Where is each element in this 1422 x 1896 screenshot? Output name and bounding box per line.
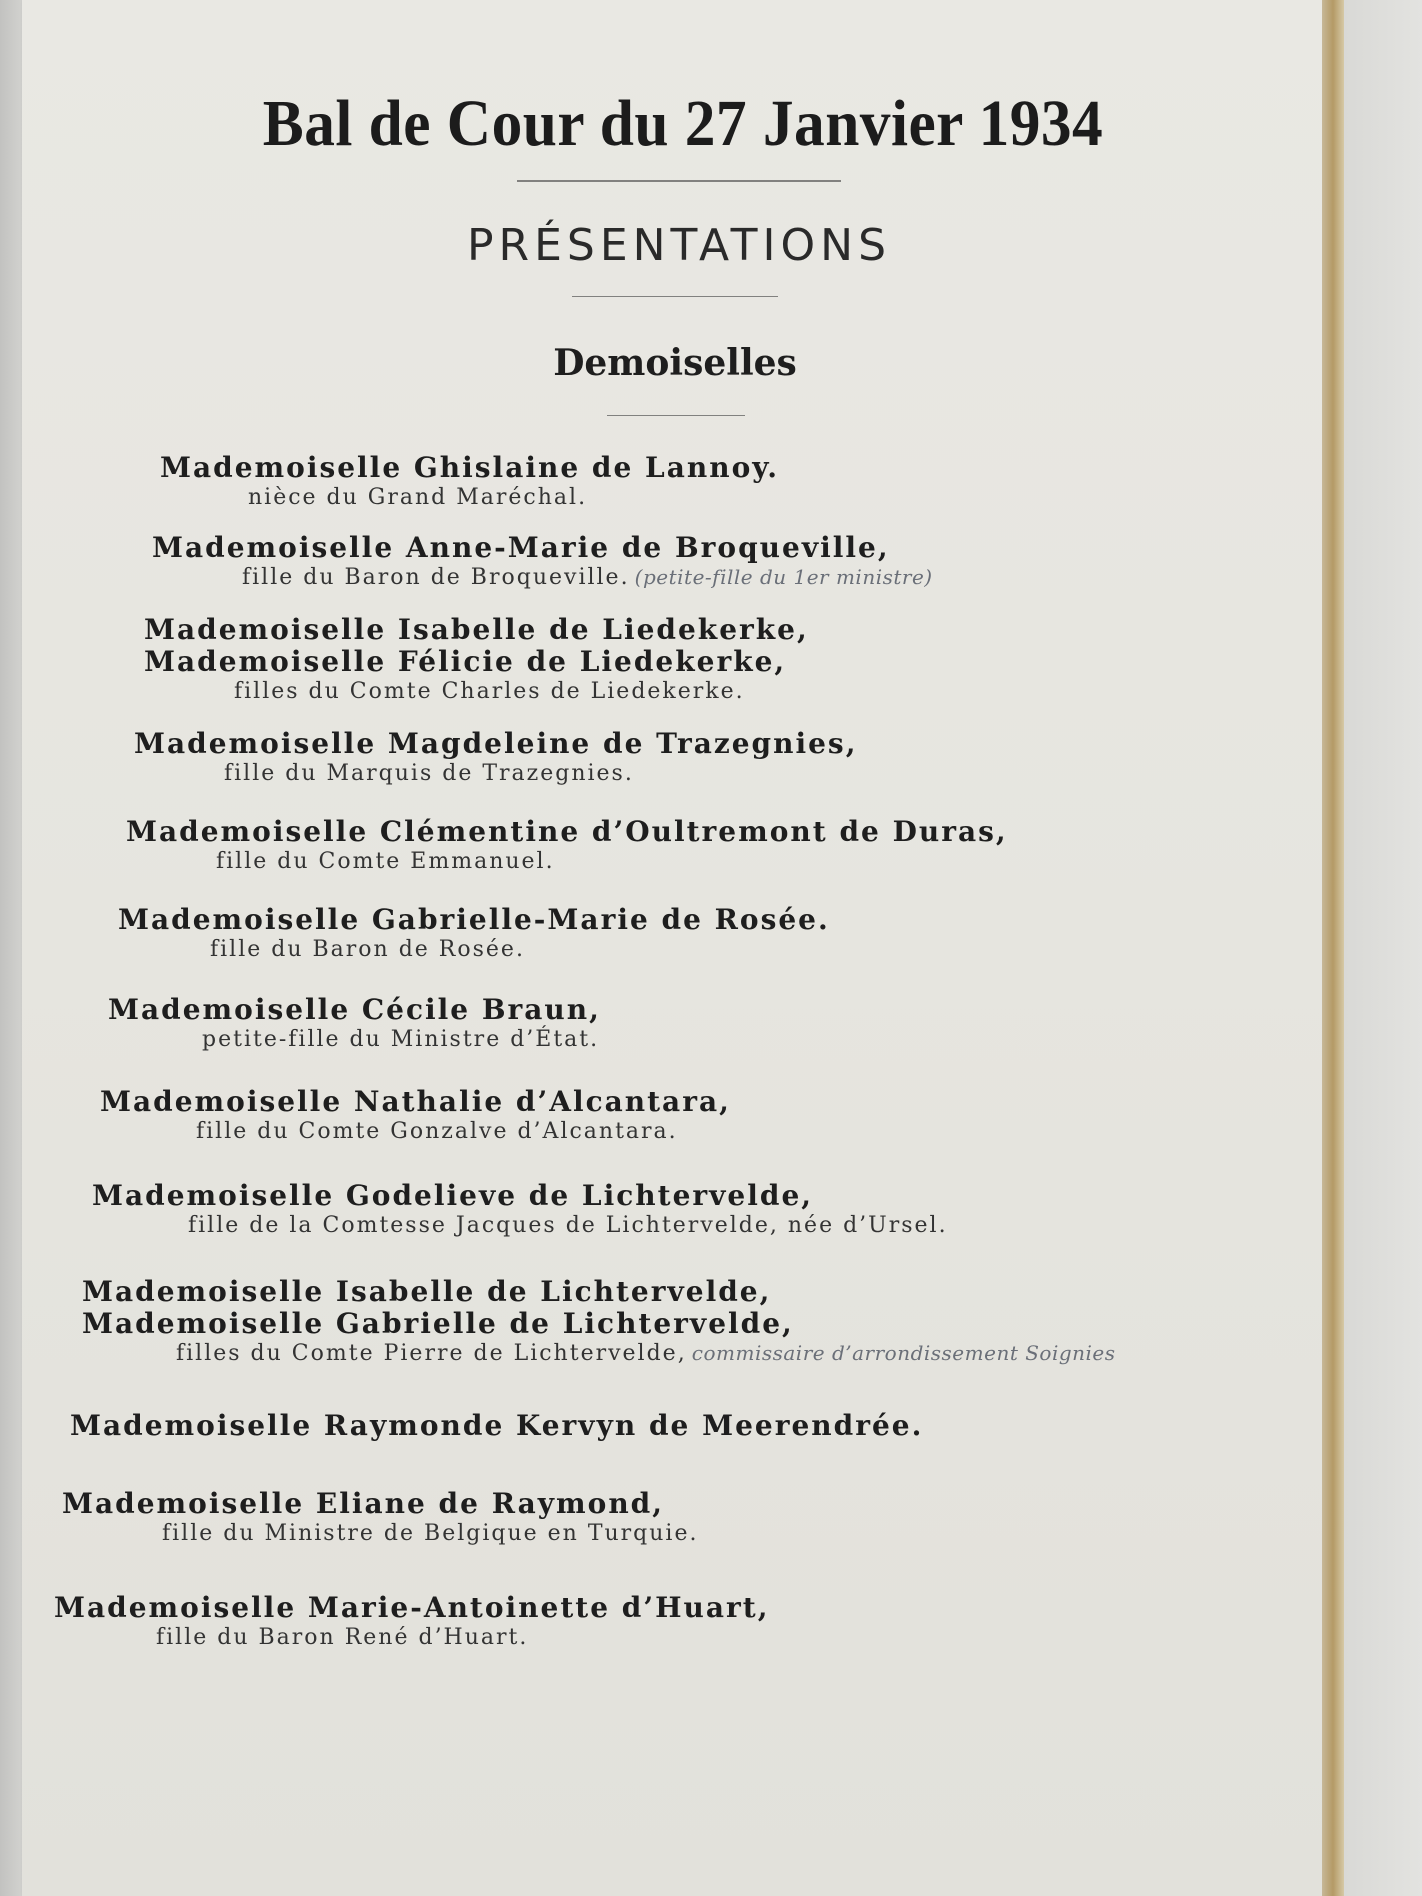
page-edge [1322,0,1344,1896]
entry-description: fille du Baron de Broqueville. [242,565,630,590]
entry-name: Mademoiselle Félicie de Liedekerke, [144,645,787,678]
entry-description: fille du Comte Emmanuel. [216,849,555,874]
entry-name: Mademoiselle Isabelle de Lichtervelde, [82,1275,772,1308]
entry-name: Mademoiselle Nathalie d’Alcantara, [100,1085,731,1118]
list-item [70,1410,923,1442]
subsection-heading: Demoiselles [553,342,797,384]
list-item [92,1180,948,1240]
entry-name: Mademoiselle Gabrielle de Lichtervelde, [82,1307,794,1340]
list-item [152,532,933,592]
handwritten-note: commissaire d’arrondissement Soignies [691,1341,1116,1365]
entry-description: fille du Ministre de Belgique en Turquie. [162,1521,699,1546]
entry-description: nièce du Grand Maréchal. [248,485,588,510]
list-item [82,1276,1116,1368]
document-title: Bal de Cour du 27 Janvier 1934 [262,87,1104,160]
entry-description: fille du Marquis de Trazegnies. [224,761,634,786]
entry-name: Mademoiselle Magdeleine de Trazegnies, [134,727,858,760]
list-item [118,904,830,964]
entry-name: Mademoiselle Gabrielle-Marie de Rosée. [118,903,830,936]
entry-name: Mademoiselle Clémentine d’Oultremont de Duras, [126,815,1008,848]
entry-name: Mademoiselle Eliane de Raymond, [62,1487,665,1520]
entry-description: filles du Comte Charles de Liedekerke. [234,679,745,704]
entry-description: fille du Baron René d’Huart. [156,1625,529,1650]
entry-name: Mademoiselle Raymonde Kervyn de Meerendrée. [70,1409,924,1442]
section-divider [572,296,778,297]
list-item [62,1488,698,1548]
entry-description: filles du Comte Pierre de Lichtervelde, [176,1341,687,1366]
list-item [134,728,857,788]
entry-name: Mademoiselle Isabelle de Liedekerke, [144,613,809,646]
entry-name: Mademoiselle Godelieve de Lichtervelde, [92,1179,814,1212]
list-item [108,994,601,1054]
list-item [100,1086,731,1146]
list-item [144,614,809,706]
right-background [1344,0,1422,1896]
list-item [160,452,779,512]
entry-name: Mademoiselle Ghislaine de Lannoy. [160,451,780,484]
entry-description: petite-fille du Ministre d’État. [202,1027,600,1052]
handwritten-note: (petite-fille du 1er ministre) [634,565,933,589]
entry-name: Mademoiselle Marie-Antoinette d’Huart, [54,1591,770,1624]
section-heading: PRÉSENTATIONS [466,220,892,271]
subsection-divider [607,415,745,416]
entry-description: fille de la Comtesse Jacques de Lichtervelde, née d’Ursel. [188,1213,948,1238]
entry-description: fille du Baron de Rosée. [210,937,525,962]
entry-description: fille du Comte Gonzalve d’Alcantara. [196,1119,678,1144]
entry-name: Mademoiselle Cécile Braun, [108,993,601,1026]
title-divider [517,180,841,182]
list-item [54,1592,770,1652]
list-item [126,816,1008,876]
entry-name: Mademoiselle Anne-Marie de Broqueville, [152,531,890,564]
